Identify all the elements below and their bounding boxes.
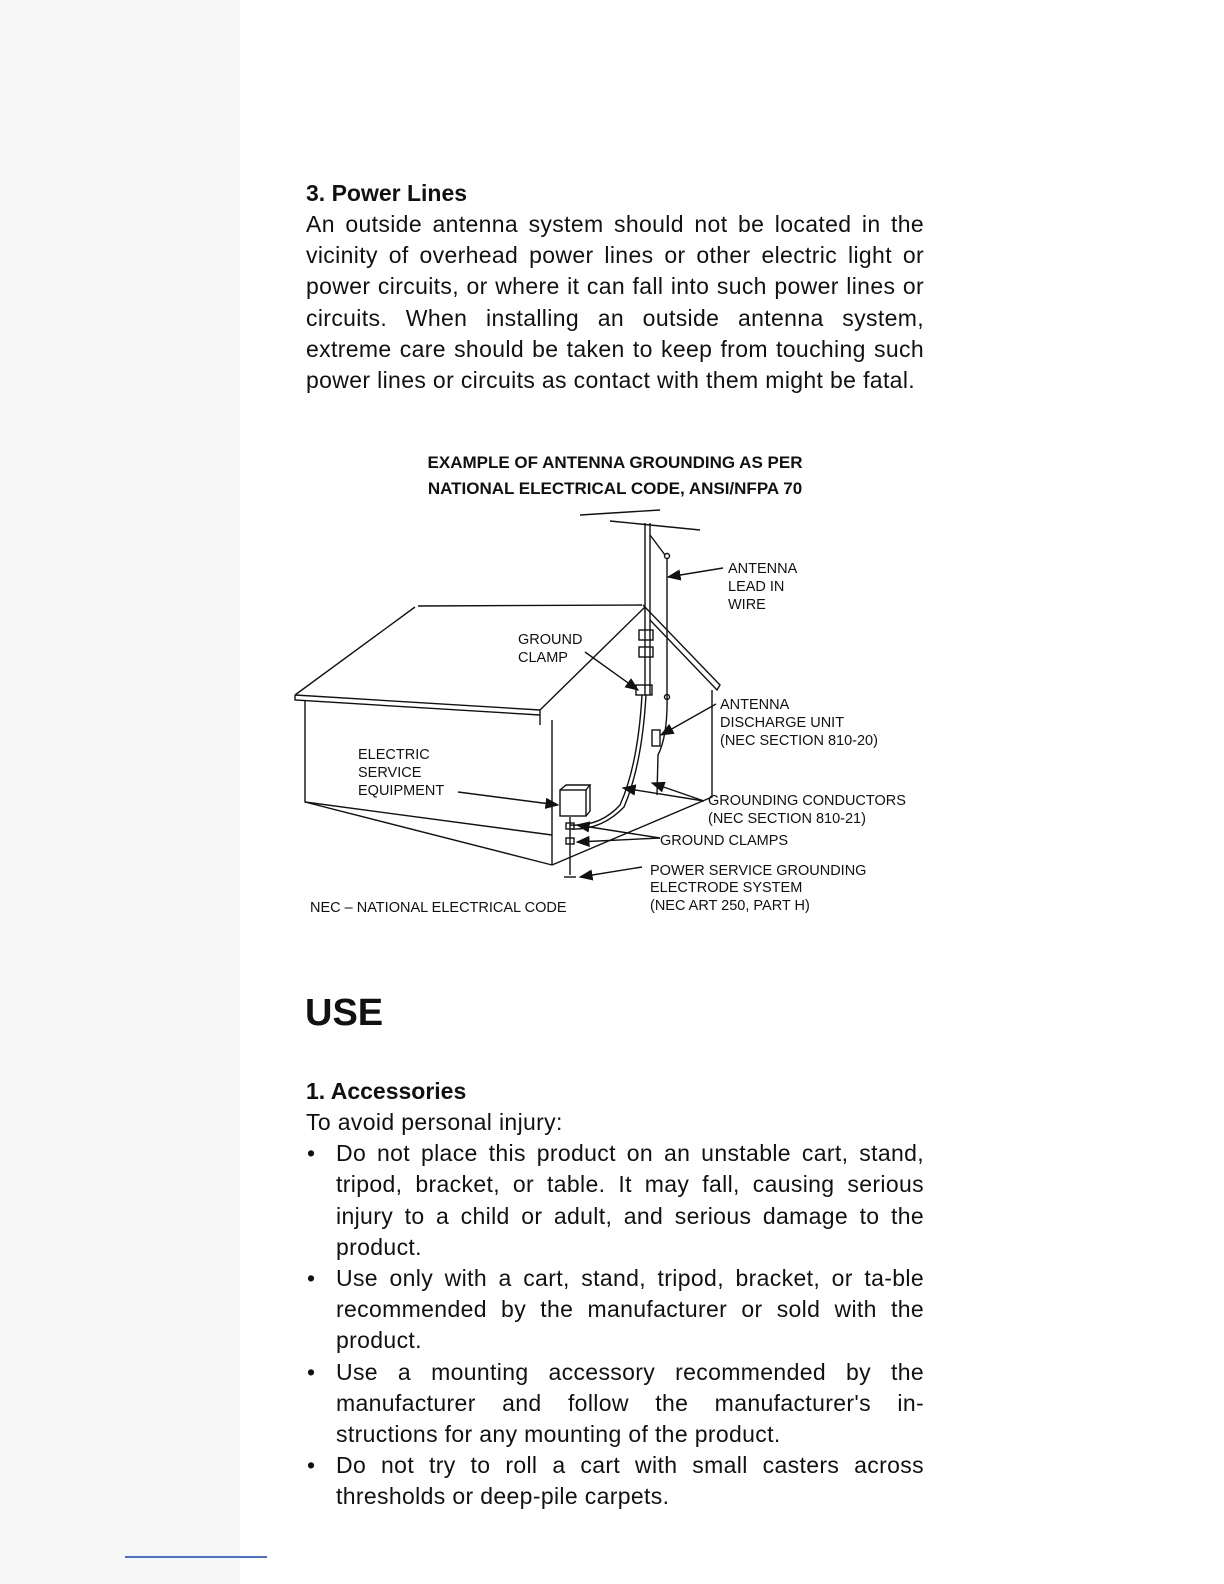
bullet-icon: • <box>307 1358 316 1385</box>
list-item <box>306 1138 924 1263</box>
ground-rod-icon <box>564 817 576 877</box>
label-electric-2: SERVICE <box>358 765 422 781</box>
antenna-icon <box>580 510 700 695</box>
accessories-intro: To avoid personal injury: <box>306 1109 563 1135</box>
figure-caption <box>306 450 924 502</box>
figure-caption-line-2: NATIONAL ELECTRICAL CODE, ANSI/NFPA 70 <box>427 479 803 498</box>
power-lines-heading: 3. Power Lines <box>306 180 468 206</box>
antenna-grounding-diagram <box>290 505 930 925</box>
bullet-text: Do not place this product on an unstable cart, stand, tripod, bracket, or table. It may fall, causing serious injury to a child or adult, and serious damage to the product. <box>336 1140 924 1260</box>
label-nec-note: NEC – NATIONAL ELECTRICAL CODE <box>310 900 567 916</box>
use-title: USE <box>305 992 384 1034</box>
bullet-icon: • <box>307 1265 316 1292</box>
label-lead-in-1: ANTENNA <box>728 561 798 577</box>
label-lead-in-2: LEAD IN <box>728 579 785 595</box>
label-discharge-2: DISCHARGE UNIT <box>720 715 845 731</box>
label-ground-clamps: GROUND CLAMPS <box>660 833 789 849</box>
accessories-heading: 1. Accessories <box>306 1078 467 1104</box>
label-power-service-3: (NEC ART 250, PART H) <box>650 898 810 914</box>
scan-margin-shade <box>0 0 240 1584</box>
bottom-rule <box>125 1556 267 1558</box>
accessories-section <box>306 1076 924 1513</box>
bullet-text: Use only with a cart, stand, tripod, bracket, or ta-ble recommended by the manufacturer or sold with the product. <box>336 1265 924 1354</box>
label-lead-in-3: WIRE <box>728 597 766 613</box>
list-item <box>306 1450 924 1512</box>
label-discharge-1: ANTENNA <box>720 697 790 713</box>
power-lines-paragraph: An outside antenna system should not be located in the vicinity of overhead power lines or other electric light or power circuits, or where it can fall into such power lines or circuits. When installing an outside antenna system, extreme care should be taken to keep from touching such power lines or circuits as contact with them might be fatal. <box>306 211 924 394</box>
accessories-list <box>306 1138 924 1512</box>
bullet-text: Do not try to roll a cart with small casters across thresholds or deep-pile carpets. <box>336 1452 924 1510</box>
label-ground-clamp-2: CLAMP <box>518 650 568 666</box>
bullet-icon: • <box>307 1140 316 1167</box>
label-ground-clamp-1: GROUND <box>518 632 583 648</box>
lead-in-wire <box>657 558 667 795</box>
list-item <box>306 1263 924 1357</box>
figure-caption-line-1: EXAMPLE OF ANTENNA GROUNDING AS PER <box>427 453 803 472</box>
service-equipment-icon <box>560 785 590 816</box>
label-discharge-3: (NEC SECTION 810-20) <box>720 733 878 749</box>
discharge-unit-icon <box>652 730 660 746</box>
grounding-conductor <box>570 695 642 825</box>
label-conductors-1: GROUNDING CONDUCTORS <box>708 793 906 809</box>
label-electric-1: ELECTRIC <box>358 747 430 763</box>
label-power-service-1: POWER SERVICE GROUNDING <box>650 863 867 879</box>
label-power-service-2: ELECTRODE SYSTEM <box>650 880 803 896</box>
power-lines-section <box>306 178 924 396</box>
bullet-icon: • <box>307 1452 316 1479</box>
roof-shape <box>295 605 720 725</box>
bullet-text: Use a mounting accessory recommended by the manufacturer and follow the manufacturer's in-structions for any mounting of the product. <box>336 1358 924 1448</box>
list-item <box>306 1357 924 1451</box>
label-electric-3: EQUIPMENT <box>358 783 445 799</box>
label-conductors-2: (NEC SECTION 810-21) <box>708 811 866 827</box>
